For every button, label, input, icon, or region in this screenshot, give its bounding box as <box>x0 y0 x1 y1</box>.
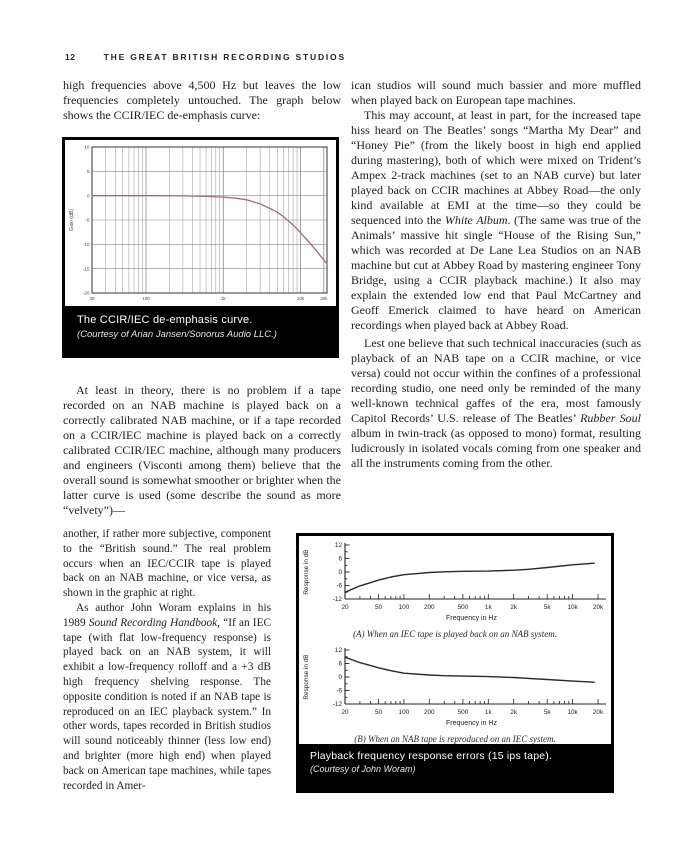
svg-text:100: 100 <box>398 604 410 611</box>
figure-deemphasis-curve <box>62 137 339 358</box>
svg-text:5k: 5k <box>543 604 551 611</box>
figure2-charts <box>299 536 611 744</box>
svg-text:12: 12 <box>334 647 342 655</box>
svg-text:20k: 20k <box>592 604 604 611</box>
svg-text:20: 20 <box>341 604 349 611</box>
svg-text:200: 200 <box>423 604 435 611</box>
svg-text:-12: -12 <box>332 701 342 709</box>
svg-text:20k: 20k <box>320 296 328 301</box>
svg-text:-6: -6 <box>336 582 342 590</box>
svg-text:-20: -20 <box>82 290 90 296</box>
svg-text:Response in dB: Response in dB <box>303 549 310 595</box>
svg-text:0: 0 <box>338 569 342 577</box>
svg-text:2k: 2k <box>510 709 518 716</box>
paragraph-theory: At least in theory, there is no problem if a tape recorded on an NAB machine is played back on a correctly calibrated NAB machine, or if a tape recorded on a CCIR/IEC machine is played back on a correctly calibrated CCIR/IEC machine, although many producers and engineers (Visconti among them) believe that the overall sound is somewhat smoother or brighter when the latter curve is used (some describe the sound as more “velvety”)— <box>63 383 341 517</box>
subcaption-b: (B) When an NAB tape is reproduced on an IEC system. <box>354 734 556 744</box>
svg-text:10k: 10k <box>567 604 578 611</box>
svg-text:200: 200 <box>423 709 435 716</box>
svg-text:-12: -12 <box>332 596 342 604</box>
svg-text:0: 0 <box>338 674 342 682</box>
svg-text:500: 500 <box>457 604 469 611</box>
svg-text:20k: 20k <box>592 709 604 716</box>
svg-text:20: 20 <box>341 709 349 716</box>
svg-text:10: 10 <box>84 144 90 150</box>
svg-text:10k: 10k <box>296 296 305 301</box>
svg-text:50: 50 <box>375 604 383 611</box>
svg-text:6: 6 <box>338 555 342 563</box>
paragraph-beatles: This may account, at least in part, for the increased tape hiss heard on The Beatles’ songs “Martha My Dear” and “Honey Pie” (from the likely boost in high end applied during mastering), both of which were mixed on Trident’s Ampex 2-track machines (set to an NAB curve) but later played back on CCIR machines at Abbey Road—the only kind available at EMI at the time—so they could be sequenced into the White Album. (The same was true of the Animals’ massive hit single “House of the Rising Sun,” which was recorded at De Lane Lea Studios on an NAB machine but cut at Abbey Road by mastering engineer Tony Bridge, using a CCIR playback machine.) It also may explain the extended low end that Paul McCartney and Geoff Emerick claimed to have heard on American recordings when played back at Abbey Road. <box>351 108 641 332</box>
svg-text:1k: 1k <box>484 709 492 716</box>
figure2-caption-band <box>299 744 611 790</box>
figure1-caption-band <box>65 306 336 355</box>
figure1-credit: (Courtesy of Arian Jansen/Sonorus Audio LLC.) <box>77 329 277 340</box>
svg-text:100: 100 <box>142 296 150 301</box>
svg-text:50: 50 <box>375 709 383 716</box>
nab-on-iec-chart <box>299 645 609 733</box>
svg-text:Frequency in Hz: Frequency in Hz <box>446 615 497 622</box>
paragraph-intro: high frequencies above 4,500 Hz but leaves the low frequencies completely untouched. The graph below shows the CCIR/IEC de-emphasis curve: <box>63 78 341 122</box>
svg-text:5k: 5k <box>543 709 551 716</box>
subcaption-a: (A) When an IEC tape is played back on an NAB system. <box>353 629 557 639</box>
svg-text:-10: -10 <box>82 241 90 247</box>
right-column <box>351 78 641 471</box>
svg-text:6: 6 <box>338 660 342 668</box>
figure2-credit: (Courtesy of John Woram) <box>310 764 416 774</box>
svg-text:-6: -6 <box>336 687 342 695</box>
page-number: 12 <box>65 52 76 62</box>
deemphasis-chart <box>65 141 336 306</box>
figure2-caption: Playback frequency response errors (15 ips tape). <box>310 750 553 762</box>
svg-text:-5: -5 <box>85 217 90 223</box>
paragraph-woram: As author John Woram explains in his 1989 Sound Recording Handbook, “If an IEC tape (with flat low-frequency response) is played back on an NAB system, it will exhibit a low-frequency rolloff and a +3 dB high frequency shelving response. The opposite condition is noted if an NAB tape is reproduced on an IEC playback system.” In other words, tapes recorded in British studios will sound noticeably thinner (less low end) and brighter (more high end) when played back on American tape machines, while tapes recorded in Amer- <box>63 601 272 792</box>
svg-text:12: 12 <box>334 542 342 550</box>
iec-on-nab-chart <box>299 540 609 628</box>
svg-text:1k: 1k <box>220 296 226 301</box>
paragraph-theory-continued: another, if rather more subjective, component to the “British sound.” The real problem occurs when an IEC/CCIR tape is played back on an NAB machine, or vice versa, as shown in the graphic at right. <box>63 528 271 600</box>
running-head: THE GREAT BRITISH RECORDING STUDIOS <box>103 52 346 62</box>
svg-text:1k: 1k <box>484 604 492 611</box>
paragraph-continued: ican studios will sound much bassier and more muffled when played back on European tape machines. <box>351 78 641 107</box>
svg-text:500: 500 <box>457 709 469 716</box>
left-column-narrow <box>63 527 271 793</box>
paragraph-gaffes: Lest one believe that such technical inaccuracies (such as playback of an NAB tape on a CCIR machine, or vice versa) could not occur within the confines of a professional recording studio, one need only be reminded of the many well-known technical gaffes of the era, most famously Capitol Records’ U.S. release of The Beatles’ Rubber Soul album in twin-track (as opposed to mono) format, resulting ludicrously in isolated vocals coming from one speaker and all the instruments coming from the other. <box>351 336 641 470</box>
svg-text:Response in dB: Response in dB <box>303 654 310 700</box>
svg-text:20: 20 <box>89 296 95 301</box>
figure1-caption: The CCIR/IEC de-emphasis curve. <box>77 314 253 326</box>
figure-playback-errors <box>296 533 614 793</box>
svg-text:Frequency in Hz: Frequency in Hz <box>446 720 497 727</box>
svg-text:Gain (dB): Gain (dB) <box>69 208 75 232</box>
page-header <box>65 52 640 62</box>
svg-text:0: 0 <box>86 193 90 199</box>
svg-text:100: 100 <box>398 709 410 716</box>
svg-text:10k: 10k <box>567 709 578 716</box>
svg-text:5: 5 <box>86 168 90 174</box>
svg-text:-15: -15 <box>82 266 90 272</box>
svg-text:2k: 2k <box>510 604 518 611</box>
